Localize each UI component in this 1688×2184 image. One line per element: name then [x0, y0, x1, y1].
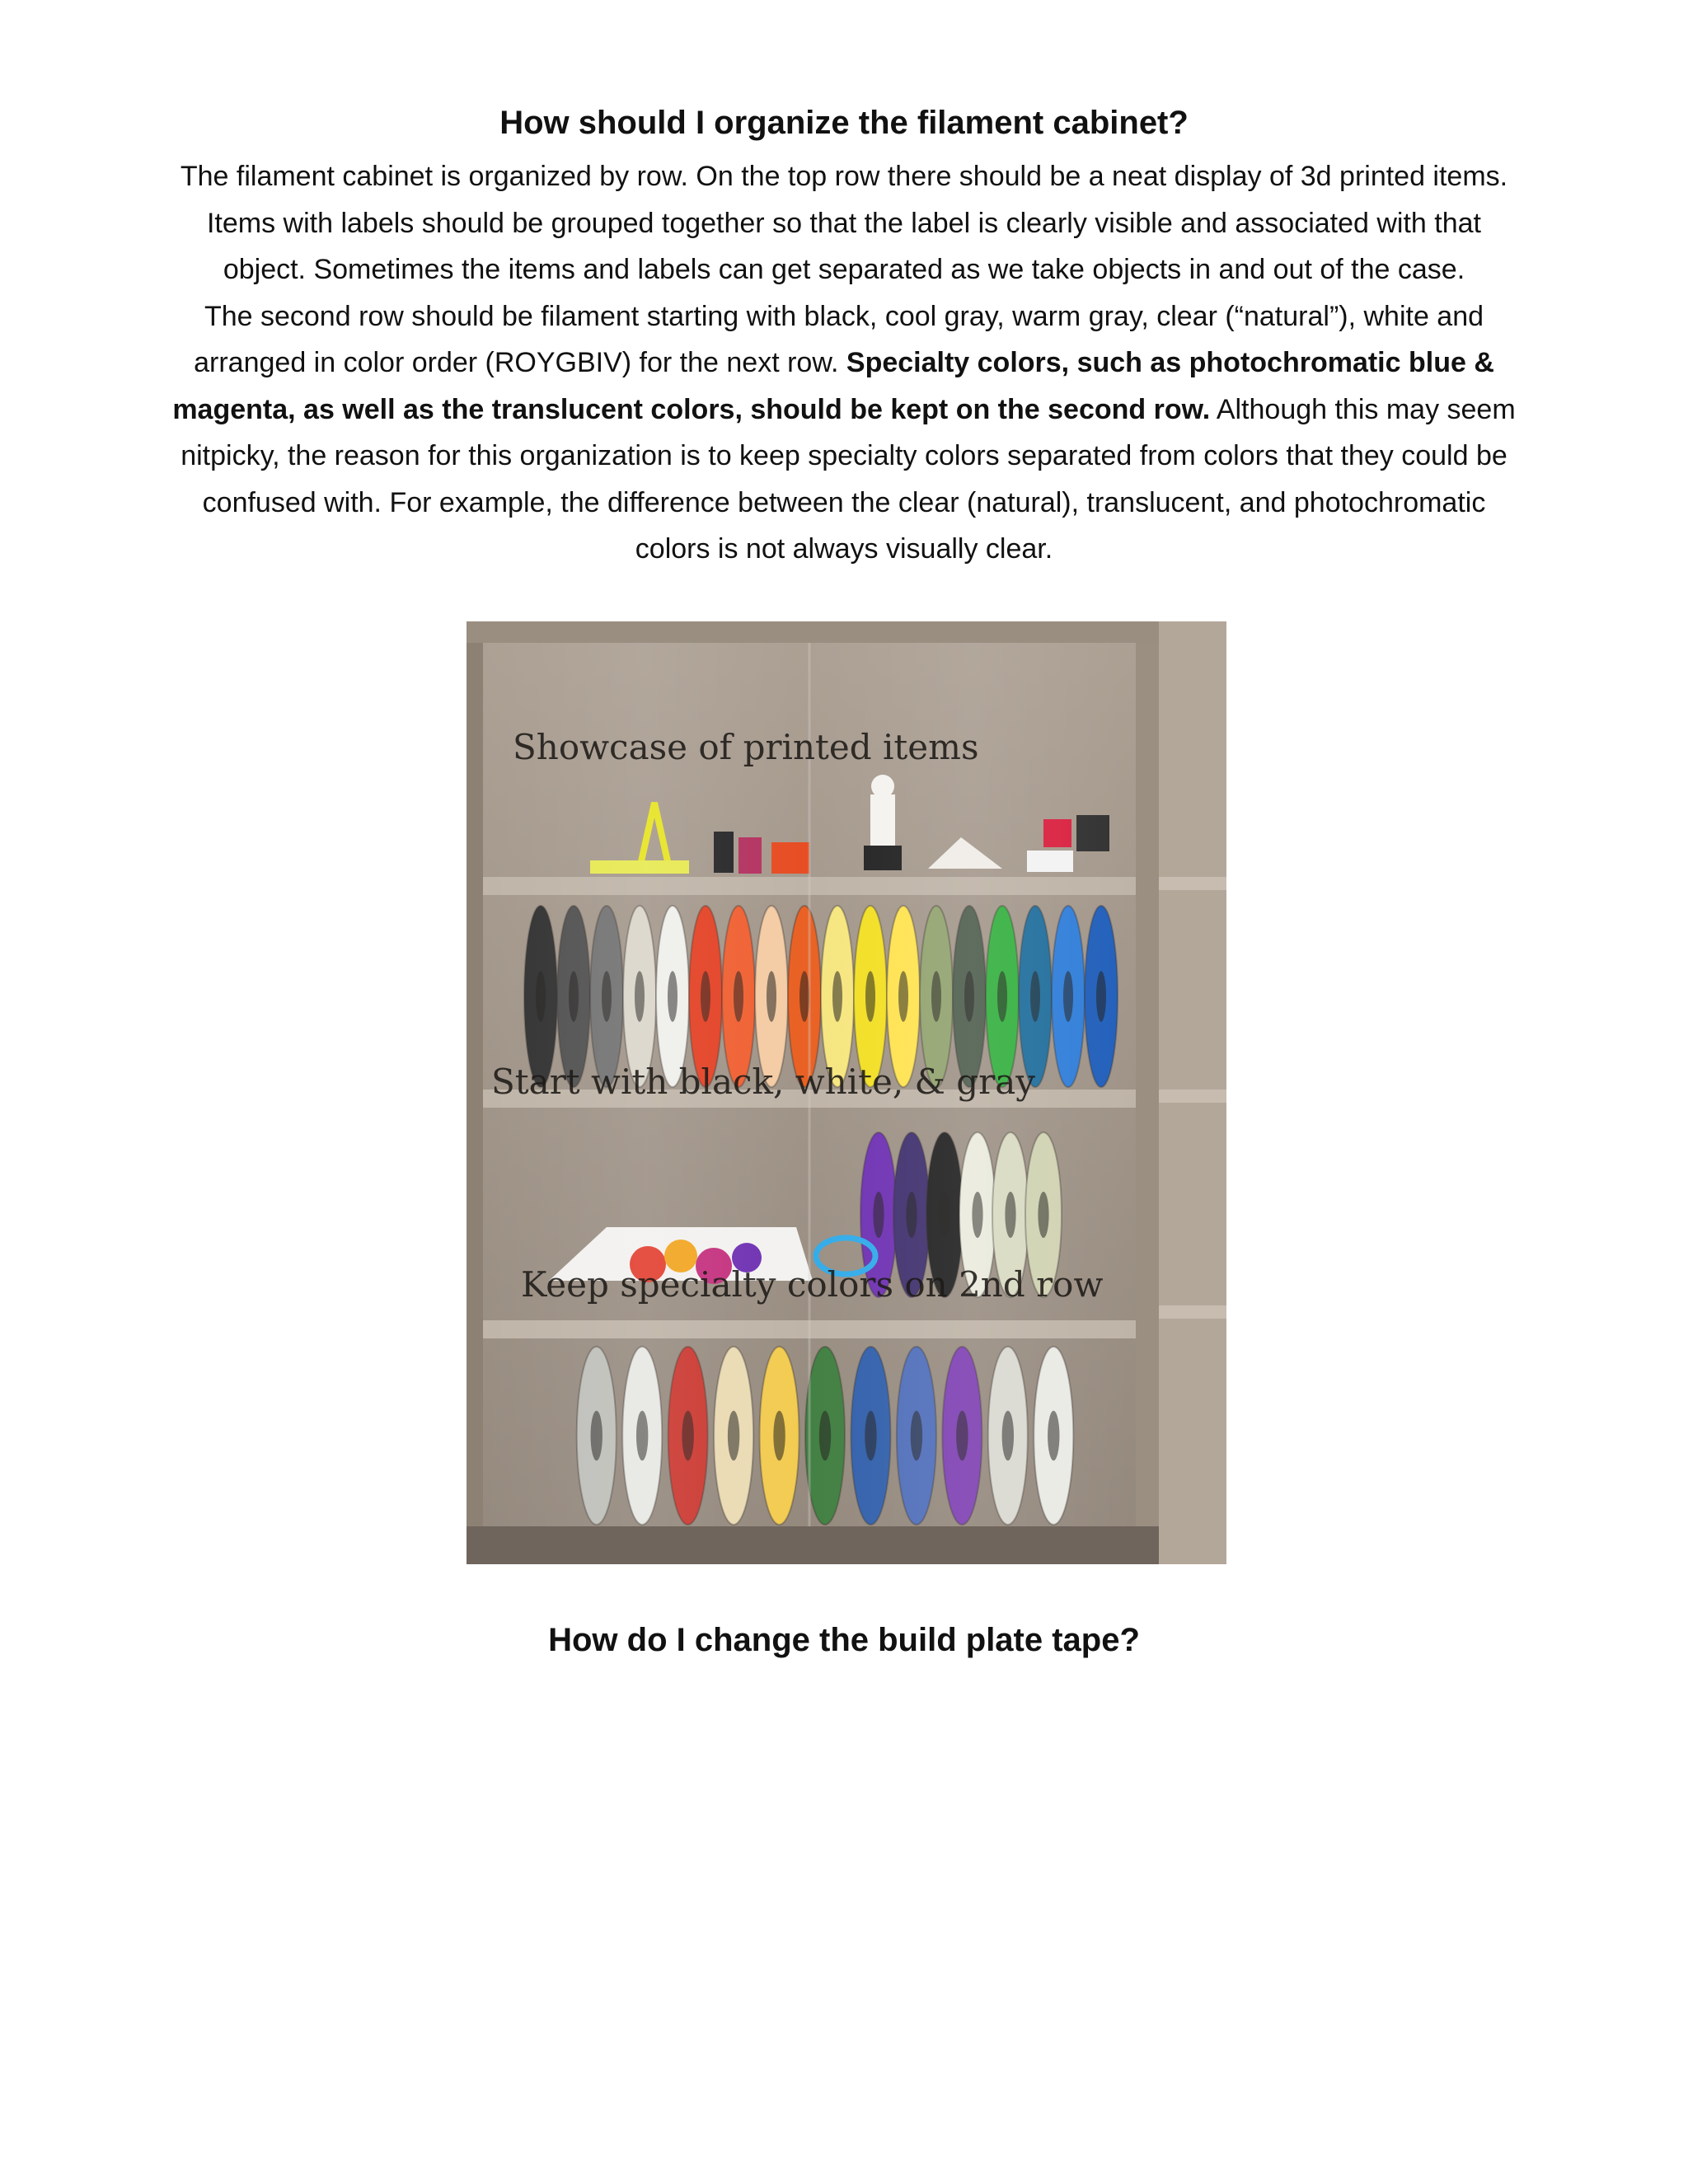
photo-caption: Keep specialty colors on 2nd row [521, 1264, 1104, 1305]
section-body-filament-cabinet [99, 153, 1589, 573]
cabinet-side-left [467, 621, 483, 1564]
body-line: The second row should be filament starting with black, cool gray, warm gray, clear (“natural”), white and [204, 300, 1484, 332]
body-line: The filament cabinet is organized by row. On the top row there should be a neat display of 3d printed items. [180, 161, 1508, 192]
neighbor-shelf [1159, 1090, 1226, 1103]
filament-cabinet-photo [467, 621, 1226, 1564]
body-line: nitpicky, the reason for this organization is to keep specialty colors separated from colors that they could be [181, 440, 1507, 471]
cabinet-base [467, 1526, 1159, 1564]
photo-caption: Showcase of printed items [513, 727, 979, 767]
body-text-bold: magenta, as well as the translucent colors, should be kept on the second row. [172, 393, 1211, 425]
body-text-bold: Specialty colors, such as photochromatic blue & [846, 347, 1494, 378]
cabinet-top [467, 621, 1159, 643]
body-line: Items with labels should be grouped together so that the label is clearly visible and associated with that [206, 207, 1481, 239]
body-line: confused with. For example, the difference between the clear (natural), translucent, and photochromatic [202, 486, 1486, 518]
photo-caption: Start with black, white, & gray [491, 1062, 1036, 1102]
body-line [99, 387, 1589, 434]
body-line: object. Sometimes the items and labels can get separated as we take objects in and out of the case. [223, 254, 1465, 285]
body-line [99, 340, 1589, 387]
neighbor-shelf [1159, 1305, 1226, 1319]
section-title-filament-cabinet: How should I organize the filament cabinet? [499, 105, 1189, 141]
body-text-normal: arranged in color order (ROYGBIV) for the next row. [194, 347, 846, 378]
body-line: colors is not always visually clear. [635, 533, 1053, 565]
section-title-build-plate-tape: How do I change the build plate tape? [548, 1622, 1140, 1658]
neighbor-shelf [1159, 877, 1226, 890]
cabinet-side-right [1136, 621, 1159, 1564]
body-text-normal: Although this may seem [1210, 393, 1516, 425]
